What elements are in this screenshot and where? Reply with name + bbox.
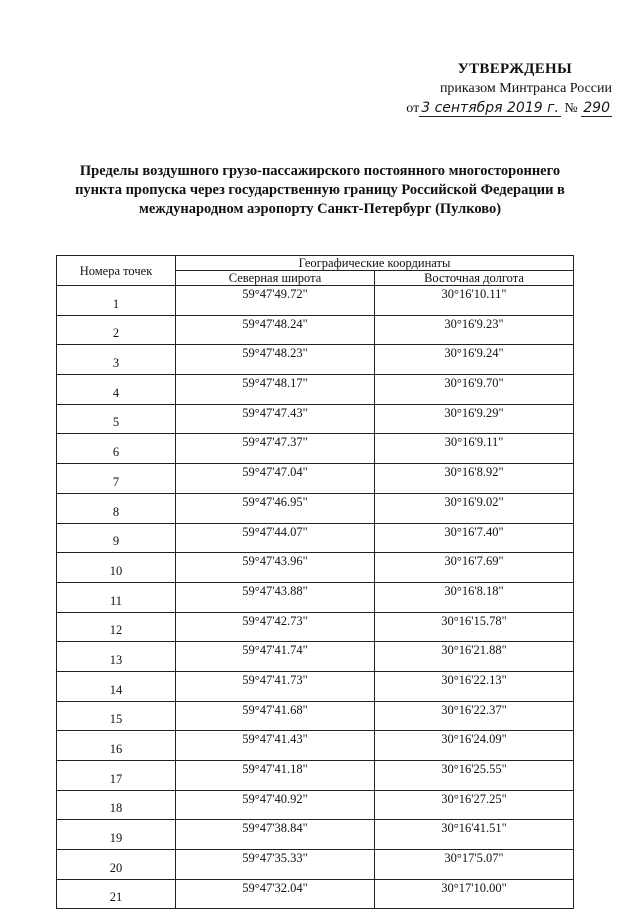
order-number: 290 xyxy=(583,100,610,116)
latitude-cell: 59°47'49.72" xyxy=(176,286,375,316)
table-row xyxy=(57,761,574,791)
header-point-number: Номера точек xyxy=(57,256,176,286)
latitude-cell: 59°47'43.96" xyxy=(176,553,375,583)
latitude-cell: 59°47'41.43" xyxy=(176,731,375,761)
longitude-cell: 30°16'7.69" xyxy=(375,553,574,583)
approved-heading: УТВЕРЖДЕНЫ xyxy=(457,61,572,77)
longitude-cell: 30°16'24.09" xyxy=(375,731,574,761)
latitude-cell: 59°47'41.18" xyxy=(176,761,375,791)
longitude-cell: 30°17'10.00" xyxy=(375,879,574,909)
point-number-cell: 16 xyxy=(57,731,176,761)
table-row xyxy=(57,434,574,464)
point-number-cell: 7 xyxy=(57,464,176,494)
longitude-cell: 30°17'5.07" xyxy=(375,850,574,880)
longitude-cell: 30°16'22.37" xyxy=(375,701,574,731)
table-row xyxy=(57,701,574,731)
point-number-cell: 15 xyxy=(57,701,176,731)
latitude-cell: 59°47'42.73" xyxy=(176,612,375,642)
point-number-cell: 2 xyxy=(57,315,176,345)
longitude-cell: 30°16'9.70" xyxy=(375,375,574,405)
order-line: приказом Минтранса России xyxy=(439,81,612,96)
point-number-cell: 19 xyxy=(57,820,176,850)
point-number-cell: 8 xyxy=(57,493,176,523)
table-row xyxy=(57,493,574,523)
longitude-cell: 30°16'27.25" xyxy=(375,790,574,820)
latitude-cell: 59°47'32.04" xyxy=(176,879,375,909)
longitude-cell: 30°16'9.02" xyxy=(375,493,574,523)
longitude-cell: 30°16'9.11" xyxy=(375,434,574,464)
table-row xyxy=(57,582,574,612)
longitude-cell: 30°16'25.55" xyxy=(375,761,574,791)
latitude-cell: 59°47'41.73" xyxy=(176,671,375,701)
point-number-cell: 20 xyxy=(57,850,176,880)
point-number-cell: 9 xyxy=(57,523,176,553)
latitude-cell: 59°47'46.95" xyxy=(176,493,375,523)
table-row xyxy=(57,315,574,345)
latitude-cell: 59°47'41.68" xyxy=(176,701,375,731)
header-geo-coordinates: Географические координаты xyxy=(176,256,574,271)
point-number-cell: 12 xyxy=(57,612,176,642)
latitude-cell: 59°47'41.74" xyxy=(176,642,375,672)
table-row xyxy=(57,523,574,553)
point-number-cell: 5 xyxy=(57,404,176,434)
date-prefix: от xyxy=(406,101,420,116)
longitude-cell: 30°16'21.88" xyxy=(375,642,574,672)
latitude-cell: 59°47'47.37" xyxy=(176,434,375,464)
longitude-cell: 30°16'7.40" xyxy=(375,523,574,553)
table-row xyxy=(57,671,574,701)
point-number-cell: 11 xyxy=(57,582,176,612)
table-row xyxy=(57,464,574,494)
table-row xyxy=(57,345,574,375)
table-row xyxy=(57,375,574,405)
table-row xyxy=(57,850,574,880)
table-row xyxy=(57,286,574,316)
table-row xyxy=(57,553,574,583)
point-number-cell: 3 xyxy=(57,345,176,375)
latitude-cell: 59°47'35.33" xyxy=(176,850,375,880)
latitude-cell: 59°47'38.84" xyxy=(176,820,375,850)
order-date-line xyxy=(382,99,612,118)
document-title: Пределы воздушного грузо-пассажирского постоянного многостороннего пункта пропуска через государственную границу Российской Федерации в международном аэропорту Санкт-Петербург (Пулково) xyxy=(75,163,565,217)
latitude-cell: 59°47'40.92" xyxy=(176,790,375,820)
longitude-cell: 30°16'9.24" xyxy=(375,345,574,375)
coordinates-table xyxy=(56,255,574,909)
latitude-cell: 59°47'47.43" xyxy=(176,404,375,434)
point-number-cell: 18 xyxy=(57,790,176,820)
header-east-longitude: Восточная долгота xyxy=(375,271,574,286)
latitude-cell: 59°47'43.88" xyxy=(176,582,375,612)
table-body xyxy=(57,286,574,909)
point-number-cell: 13 xyxy=(57,642,176,672)
latitude-cell: 59°47'48.23" xyxy=(176,345,375,375)
longitude-cell: 30°16'9.23" xyxy=(375,315,574,345)
header-north-latitude: Северная широта xyxy=(176,271,375,286)
point-number-cell: 6 xyxy=(57,434,176,464)
point-number-cell: 17 xyxy=(57,761,176,791)
table-row xyxy=(57,879,574,909)
longitude-cell: 30°16'41.51" xyxy=(375,820,574,850)
point-number-cell: 1 xyxy=(57,286,176,316)
longitude-cell: 30°16'22.13" xyxy=(375,671,574,701)
table-row xyxy=(57,731,574,761)
latitude-cell: 59°47'48.17" xyxy=(176,375,375,405)
latitude-cell: 59°47'48.24" xyxy=(176,315,375,345)
order-date: 3 сентября 2019 г. xyxy=(421,100,559,116)
latitude-cell: 59°47'47.04" xyxy=(176,464,375,494)
longitude-cell: 30°16'8.18" xyxy=(375,582,574,612)
table-row xyxy=(57,820,574,850)
point-number-cell: 10 xyxy=(57,553,176,583)
longitude-cell: 30°16'8.92" xyxy=(375,464,574,494)
point-number-cell: 4 xyxy=(57,375,176,405)
point-number-cell: 14 xyxy=(57,671,176,701)
longitude-cell: 30°16'9.29" xyxy=(375,404,574,434)
longitude-cell: 30°16'15.78" xyxy=(375,612,574,642)
table-row xyxy=(57,642,574,672)
number-label: № xyxy=(564,101,578,116)
latitude-cell: 59°47'44.07" xyxy=(176,523,375,553)
approval-block xyxy=(382,60,612,118)
point-number-cell: 21 xyxy=(57,879,176,909)
longitude-cell: 30°16'10.11" xyxy=(375,286,574,316)
table-row xyxy=(57,790,574,820)
table-row xyxy=(57,404,574,434)
table-row xyxy=(57,612,574,642)
